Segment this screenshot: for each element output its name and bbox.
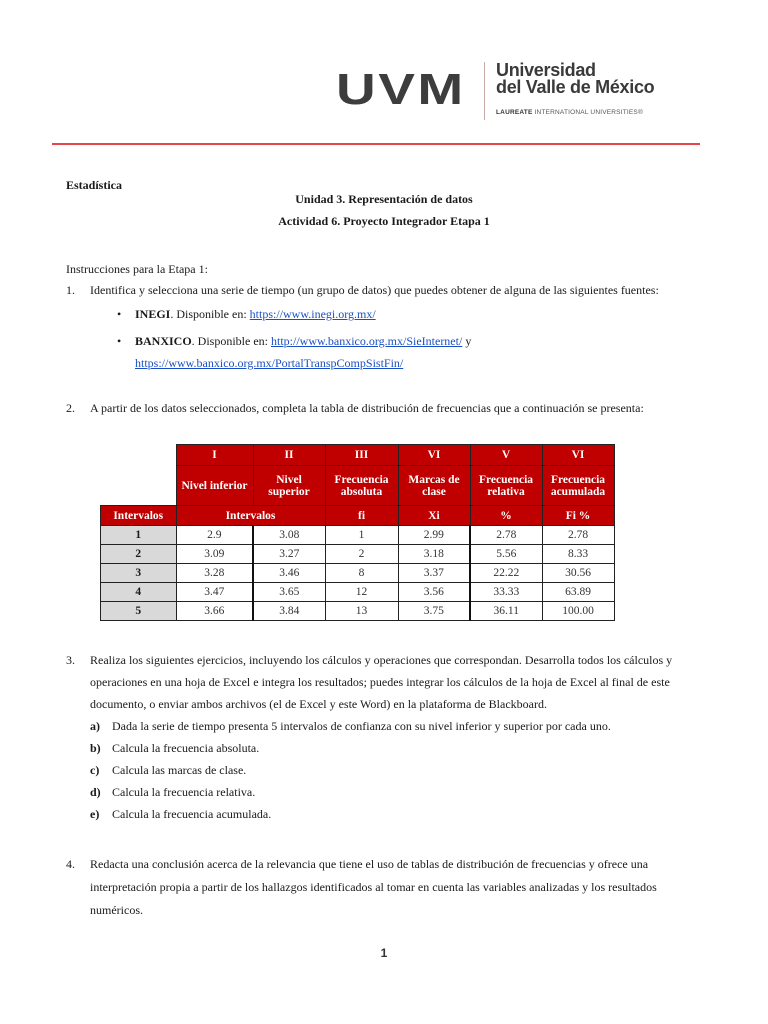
row-label-header: Intervalos — [101, 506, 177, 526]
column-header-text: Frecuencia — [550, 473, 606, 486]
column-header-text: acumulada — [550, 485, 606, 498]
column-header-text: superior — [268, 485, 310, 498]
absolute-frequency-cell: 1 — [325, 526, 398, 545]
relative-frequency-cell: 33.33 — [470, 583, 542, 602]
source-label: . Disponible en: — [170, 307, 250, 321]
banxico-sie-link[interactable]: http://www.banxico.org.mx/SieInternet/ — [271, 334, 463, 348]
bullet-icon: • — [117, 307, 122, 321]
step2-number: 2. — [66, 401, 75, 415]
column-header-text: Frecuencia — [478, 473, 534, 486]
upper-limit-cell: 3.08 — [253, 526, 325, 545]
cumulative-frequency-cell: 8.33 — [542, 545, 614, 564]
class-mark-cell: 3.18 — [398, 545, 470, 564]
column-header-text: Frecuencia — [334, 473, 389, 486]
exercise-text: Calcula la frecuencia relativa. — [112, 785, 256, 799]
column-header-text: Marcas de — [408, 473, 460, 486]
exercise-label: e) — [90, 807, 100, 821]
logo-tagline-bold: LAUREATE — [496, 109, 533, 116]
roman-header: III — [325, 445, 398, 466]
exercise-label: c) — [90, 763, 100, 777]
logo-name-line2: del Valle de México — [496, 77, 655, 97]
exercise-label: b) — [90, 741, 101, 755]
instructions-heading: Instrucciones para la Etapa 1: — [66, 262, 208, 276]
lower-limit-cell: 2.9 — [176, 526, 253, 545]
relative-frequency-cell: 36.11 — [470, 602, 542, 621]
table-row — [101, 526, 615, 545]
empty-corner — [101, 445, 177, 466]
inegi-link[interactable]: https://www.inegi.org.mx/ — [249, 307, 376, 321]
roman-header: I — [176, 445, 253, 466]
exercise-text: Calcula la frecuencia absoluta. — [112, 741, 260, 755]
exercise-text: Calcula la frecuencia acumulada. — [112, 807, 272, 821]
column-header — [542, 466, 614, 506]
step4-line: Redacta una conclusión acerca de la relevancia que tiene el uso de tablas de distribución de frecuencias y ofrece una — [90, 857, 649, 871]
exercise-label: a) — [90, 719, 100, 733]
intervals-header: Intervalos — [176, 506, 325, 526]
source-label: . Disponible en: — [191, 334, 271, 348]
column-header-row — [101, 466, 615, 506]
step3-line: documento, o enviar ambos archivos (el de Excel y este Word) en la plataforma de Blackboard. — [90, 697, 547, 711]
class-mark-cell: 3.37 — [398, 564, 470, 583]
unit-title: Unidad 3. Representación de datos — [295, 192, 473, 206]
xi-header: Xi — [398, 506, 470, 526]
roman-header: VI — [398, 445, 470, 466]
logo-university-name — [496, 62, 654, 96]
absolute-frequency-cell: 2 — [325, 545, 398, 564]
column-header-text: absoluta — [340, 485, 383, 498]
absolute-frequency-cell: 12 — [325, 583, 398, 602]
source-name: INEGI — [135, 307, 171, 321]
logo-divider — [484, 62, 485, 120]
step3-line: operaciones en una hoja de Excel e integra los resultados; puedes integrar los cálculos de la hoja de Excel al final de este — [90, 675, 670, 689]
roman-header: VI — [542, 445, 614, 466]
step1-text: Identifica y selecciona una serie de tiempo (un grupo de datos) que puedes obtener de alguna de las siguientes fuentes: — [90, 283, 659, 297]
step4-line: interpretación propia a partir de los hallazgos identificados al tomar en cuenta las variables analizadas y los resultados — [90, 880, 657, 894]
symbol-header-row — [101, 506, 615, 526]
logo-tagline-rest: INTERNATIONAL UNIVERSITIES® — [534, 109, 643, 116]
step3-number: 3. — [66, 653, 75, 667]
column-header — [325, 466, 398, 506]
upper-limit-cell: 3.27 — [253, 545, 325, 564]
upper-limit-cell: 3.84 — [253, 602, 325, 621]
uvm-logo — [336, 62, 676, 122]
logo-name-line1: Universidad — [496, 60, 596, 80]
logo-mark: UVM — [336, 65, 466, 114]
activity-title: Actividad 6. Proyecto Integrador Etapa 1 — [278, 214, 490, 228]
banxico-portal-link[interactable]: https://www.banxico.org.mx/PortalTranspCompSistFin/ — [135, 356, 404, 370]
class-mark-cell: 3.75 — [398, 602, 470, 621]
column-header — [176, 466, 253, 506]
upper-limit-cell: 3.46 — [253, 564, 325, 583]
interval-number: 5 — [101, 602, 177, 621]
column-header — [398, 466, 470, 506]
bullet-icon: • — [117, 334, 122, 348]
lower-limit-cell: 3.28 — [176, 564, 253, 583]
table-row — [101, 602, 615, 621]
step2-text: A partir de los datos seleccionados, completa la tabla de distribución de frecuencias que a continuación se presenta: — [90, 401, 644, 415]
cumulative-frequency-cell: 63.89 — [542, 583, 614, 602]
table-row — [101, 545, 615, 564]
lower-limit-cell: 3.47 — [176, 583, 253, 602]
source-name: BANXICO — [135, 334, 192, 348]
class-mark-cell: 2.99 — [398, 526, 470, 545]
column-header — [470, 466, 542, 506]
column-header-text: Nivel inferior — [181, 479, 248, 492]
cumulative-frequency-cell: 100.00 — [542, 602, 614, 621]
roman-header: V — [470, 445, 542, 466]
column-header-text: clase — [422, 485, 446, 498]
roman-header-row — [101, 445, 615, 466]
cumulative-frequency-cell: 2.78 — [542, 526, 614, 545]
exercise-text: Calcula las marcas de clase. — [112, 763, 247, 777]
fi-header: fi — [325, 506, 398, 526]
absolute-frequency-cell: 13 — [325, 602, 398, 621]
frequency-distribution-table — [100, 444, 615, 621]
pct-header: % — [470, 506, 542, 526]
table-row — [101, 583, 615, 602]
interval-number: 4 — [101, 583, 177, 602]
column-header-text: Nivel — [276, 473, 302, 486]
step3-line: Realiza los siguientes ejercicios, incluyendo los cálculos y operaciones que correspondan. Desarrolla todos los cálculos y — [90, 653, 673, 667]
relative-frequency-cell: 22.22 — [470, 564, 542, 583]
source-banxico-line2 — [135, 356, 403, 370]
interval-number: 3 — [101, 564, 177, 583]
column-header-text: relativa — [487, 485, 525, 498]
step4-number: 4. — [66, 857, 75, 871]
page-number: 1 — [380, 946, 388, 960]
table-row — [101, 564, 615, 583]
exercise-label: d) — [90, 785, 101, 799]
roman-header: II — [253, 445, 325, 466]
lower-limit-cell: 3.66 — [176, 602, 253, 621]
empty-corner — [101, 466, 177, 506]
class-mark-cell: 3.56 — [398, 583, 470, 602]
header-divider — [52, 143, 700, 145]
column-header — [253, 466, 325, 506]
source-connector: y — [462, 334, 472, 348]
relative-frequency-cell: 2.78 — [470, 526, 542, 545]
logo-tagline — [496, 109, 643, 116]
source-banxico — [135, 334, 471, 348]
step1-number: 1. — [66, 283, 75, 297]
cumulative-frequency-cell: 30.56 — [542, 564, 614, 583]
interval-number: 2 — [101, 545, 177, 564]
upper-limit-cell: 3.65 — [253, 583, 325, 602]
source-inegi — [135, 307, 376, 321]
relative-frequency-cell: 5.56 — [470, 545, 542, 564]
exercise-text: Dada la serie de tiempo presenta 5 intervalos de confianza con su nivel inferior y superior por cada uno. — [112, 719, 611, 733]
lower-limit-cell: 3.09 — [176, 545, 253, 564]
interval-number: 1 — [101, 526, 177, 545]
absolute-frequency-cell: 8 — [325, 564, 398, 583]
subject-title: Estadística — [66, 178, 123, 192]
step4-line: numéricos. — [90, 903, 143, 917]
Fi-pct-header: Fi % — [542, 506, 614, 526]
